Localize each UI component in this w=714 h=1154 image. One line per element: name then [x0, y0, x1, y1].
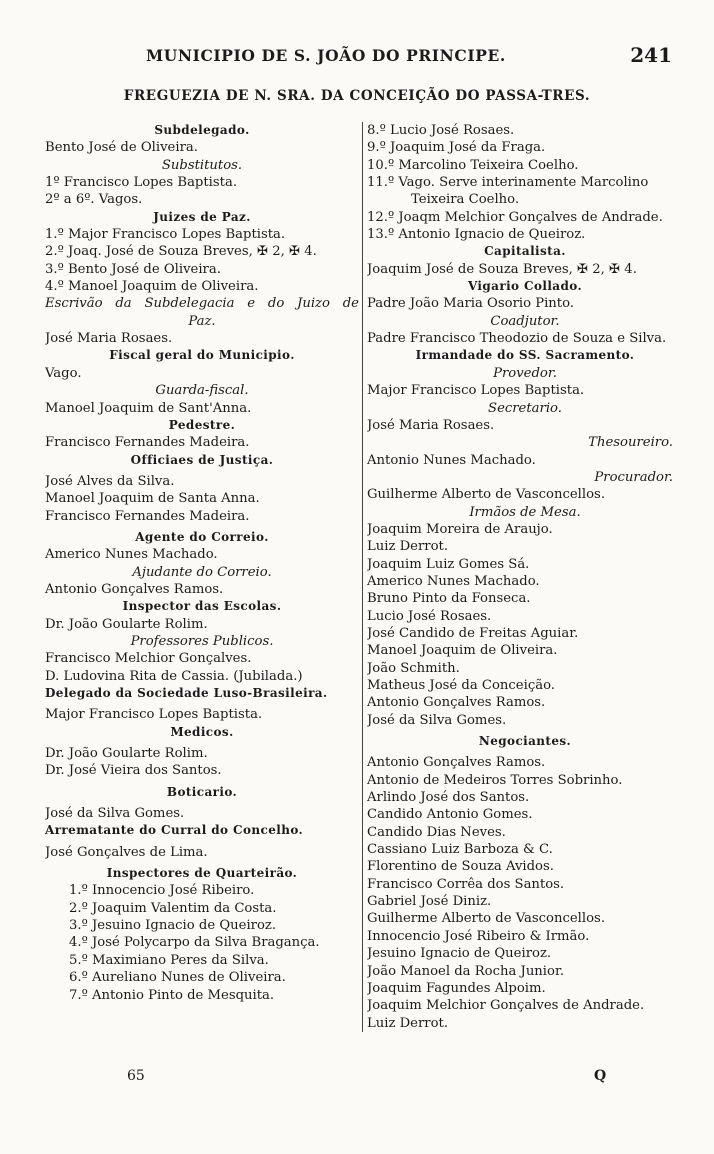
entry: 8.º Lucio José Rosaes.	[367, 123, 515, 138]
entry: 11.º Vago. Serve interinamente Marcolino	[367, 175, 649, 191]
entry: Luiz Derrot.	[367, 539, 449, 555]
entry: 7.º Antonio Pinto de Mesquita.	[69, 987, 275, 1003]
entry: Antonio Gonçalves Ramos.	[367, 695, 546, 711]
entry: Guilherme Alberto de Vasconcellos.	[367, 911, 606, 927]
section-heading: Agente do Correio.	[135, 529, 269, 544]
entry: José da Silva Gomes.	[367, 712, 507, 728]
entry: Francisco Melchior Gonçalves.	[45, 651, 252, 667]
entry: José da Silva Gomes.	[45, 806, 185, 822]
sub-heading: Substitutos.	[161, 157, 243, 173]
entry: 6.º Aureliano Nunes de Oliveira.	[69, 970, 286, 986]
sub-heading: Secretario.	[488, 400, 562, 416]
entry: Francisco Fernandes Madeira.	[45, 435, 250, 451]
section-heading: Juizes de Paz.	[153, 209, 251, 224]
section-heading: Officiaes de Justiça.	[130, 452, 274, 467]
entry: 10.º Marcolino Teixeira Coelho.	[367, 157, 579, 173]
page-number: 241	[630, 43, 672, 67]
entry: 1.º Major Francisco Lopes Baptista.	[45, 227, 286, 243]
signature-mark: 65	[127, 1068, 145, 1084]
entry: Arlindo José dos Santos.	[367, 790, 530, 806]
entry: Padre Francisco Theodozio de Souza e Silva.	[367, 331, 667, 347]
entry: 4.º José Polycarpo da Silva Bragança.	[69, 935, 320, 951]
section-heading: Delegado da Sociedade Luso-Brasileira.	[45, 686, 328, 700]
sub-heading: Guarda-fiscal.	[155, 383, 249, 399]
section-heading: Inspector das Escolas.	[122, 599, 282, 614]
section-heading: Pedestre.	[168, 417, 236, 432]
entry: 1º Francisco Lopes Baptista.	[45, 175, 238, 191]
entry: Joaquim José de Souza Breves, ✠ 2, ✠ 4.	[367, 261, 637, 277]
entry: Lucio José Rosaes.	[367, 608, 492, 624]
section-heading: Boticario.	[166, 784, 238, 799]
entry: Gabriel José Diniz.	[367, 894, 492, 910]
sub-heading: Ajudante do Correio.	[132, 564, 272, 580]
entry: Florentino de Souza Avidos.	[367, 859, 554, 875]
entry: José Maria Rosaes.	[45, 331, 173, 347]
entry: Bento José de Oliveira.	[45, 140, 198, 156]
entry: Cassiano Luiz Barboza & C.	[367, 842, 553, 858]
entry: 3.º Bento José de Oliveira.	[45, 261, 221, 277]
sub-heading: Coadjutor.	[490, 313, 560, 329]
entry: 13.º Antonio Ignacio de Queiroz.	[367, 227, 586, 243]
entry: José Maria Rosaes.	[367, 417, 495, 433]
entry: José Gonçalves de Lima.	[45, 844, 208, 860]
section-heading: Capitalista.	[484, 244, 566, 259]
running-head	[0, 43, 714, 76]
entry: 2.º Joaquim Valentim da Costa.	[69, 900, 277, 916]
sub-heading: Paz.	[188, 313, 216, 329]
entry: D. Ludovina Rita de Cassia. (Jubilada.)	[45, 668, 303, 684]
entry: Teixeira Coelho.	[411, 192, 520, 208]
entry: Francisco Corrêa dos Santos.	[367, 876, 565, 892]
entry: 2.º Joaq. José de Souza Breves, ✠ 2, ✠ 4.	[45, 244, 317, 260]
entry: Major Francisco Lopes Baptista.	[367, 383, 585, 399]
entry: João Schmith.	[367, 660, 460, 676]
entry: Major Francisco Lopes Baptista.	[45, 707, 263, 723]
left-column	[45, 122, 359, 1004]
running-title: MUNICIPIO DE S. JOÃO DO PRINCIPE.	[146, 46, 506, 65]
entry: Americo Nunes Machado.	[45, 547, 218, 563]
entry: Francisco Fernandes Madeira.	[45, 508, 250, 524]
sub-heading: Irmãos de Mesa.	[469, 504, 581, 520]
entry: Joaquim Melchior Gonçalves de Andrade.	[367, 998, 645, 1014]
entry: 9.º Joaquim José da Fraga.	[367, 140, 546, 156]
entry: Guilherme Alberto de Vasconcellos.	[367, 487, 606, 503]
section-heading: Arrematante do Curral do Concelho.	[45, 823, 304, 838]
sub-heading: Thesoureiro.	[588, 435, 673, 451]
entry: Vago.	[45, 365, 82, 381]
entry: Antonio Gonçalves Ramos.	[45, 581, 224, 597]
sub-heading: Provedor.	[493, 365, 557, 381]
right-column	[362, 122, 683, 1032]
section-heading: Irmandade do SS. Sacramento.	[415, 348, 635, 363]
entry: Dr. José Vieira dos Santos.	[45, 763, 222, 779]
entry: Dr. João Goularte Rolim.	[45, 746, 208, 762]
entry: Padre João Maria Osorio Pinto.	[367, 296, 575, 312]
sub-heading: Procurador.	[594, 469, 673, 485]
entry: João Manoel da Rocha Junior.	[367, 963, 565, 979]
entry: 1.º Innocencio José Ribeiro.	[69, 883, 255, 899]
section-heading: Medicos.	[170, 724, 234, 739]
sub-heading: Professores Publicos.	[130, 633, 274, 649]
entry: 5.º Maximiano Peres da Silva.	[69, 952, 269, 968]
entry: Innocencio José Ribeiro & Irmão.	[367, 928, 590, 944]
entry: 3.º Jesuino Ignacio de Queiroz.	[69, 918, 277, 934]
signature-letter: Q	[594, 1068, 607, 1084]
entry: Candido Dias Neves.	[367, 824, 506, 840]
parish-title: FREGUEZIA DE N. SRA. DA CONCEIÇÃO DO PASSA-TRES.	[123, 88, 591, 104]
entry: Manoel Joaquim de Oliveira.	[367, 643, 558, 659]
entry: Antonio Gonçalves Ramos.	[367, 755, 546, 771]
section-heading: Negociantes.	[478, 734, 572, 749]
sub-heading: Escrivão da Subdelegacia e do Juizo de	[45, 296, 359, 312]
entry: Joaquim Luiz Gomes Sá.	[367, 556, 530, 572]
entry: José Candido de Freitas Aguiar.	[367, 625, 579, 641]
section-heading: Vigario Collado.	[467, 279, 583, 294]
entry: 12.º Joaqm Melchior Gonçalves de Andrade.	[367, 209, 663, 225]
entry: Americo Nunes Machado.	[367, 573, 540, 589]
entry: Manoel Joaquim de Santa Anna.	[45, 491, 260, 507]
section-heading: Inspectores de Quarteirão.	[106, 866, 298, 881]
entry: Bruno Pinto da Fonseca.	[367, 591, 531, 607]
section-heading: Subdelegado.	[154, 123, 250, 137]
entry: 4.º Manoel Joaquim de Oliveira.	[45, 279, 259, 295]
entry: Dr. João Goularte Rolim.	[45, 616, 208, 632]
entry: Candido Antonio Gomes.	[367, 807, 533, 823]
entry: Luiz Derrot.	[367, 1015, 449, 1031]
entry: José Alves da Silva.	[45, 473, 175, 489]
entry: Matheus José da Conceição.	[367, 678, 555, 693]
entry: Manoel Joaquim de Sant'Anna.	[45, 400, 252, 416]
entry: 2º a 6º. Vagos.	[45, 192, 143, 208]
entry: Joaquim Moreira de Araujo.	[367, 521, 553, 537]
entry: Antonio Nunes Machado.	[367, 452, 536, 468]
entry: Joaquim Fagundes Alpoim.	[367, 980, 546, 996]
section-heading: Fiscal geral do Municipio.	[109, 348, 295, 363]
entry: Antonio de Medeiros Torres Sobrinho.	[367, 772, 623, 788]
entry: Jesuino Ignacio de Queiroz.	[367, 946, 552, 962]
